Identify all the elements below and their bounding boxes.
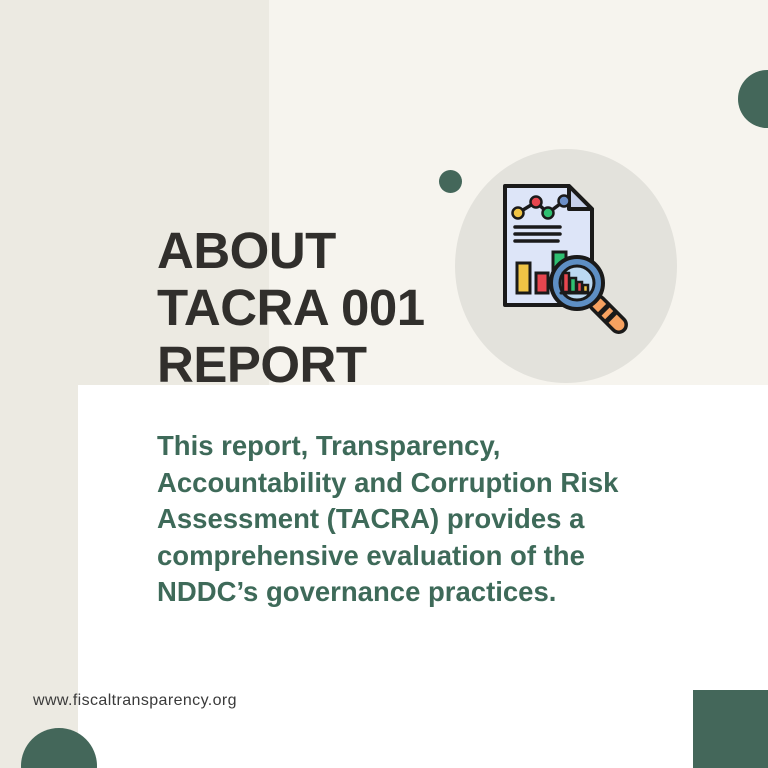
decor-circle-top-right: [738, 70, 768, 128]
body-line: Assessment (TACRA) provides a: [157, 503, 585, 534]
body-line: This report, Transparency,: [157, 430, 501, 461]
paper-bar-red: [536, 273, 548, 293]
title-line-3: REPORT: [157, 336, 367, 393]
website-url: www.fiscaltransparency.org: [33, 692, 237, 709]
line-chart-dot-red: [531, 197, 542, 208]
body-line: comprehensive evaluation of the: [157, 539, 585, 571]
line-chart-dot-green: [543, 208, 554, 219]
line-chart-dot-yellow: [513, 208, 524, 219]
paper-bar-yellow: [517, 263, 530, 293]
line-chart-dot-blue: [559, 196, 570, 207]
body-line: NDDC’s governance practices.: [157, 576, 557, 607]
body-line: Accountability and Corruption Risk: [157, 466, 619, 498]
title-line-2: TACRA 001: [157, 279, 425, 336]
body-paragraph: [157, 428, 627, 611]
decor-square-bottom-right: [693, 690, 768, 768]
title-line-1: ABOUT: [157, 222, 336, 279]
page-title: [157, 222, 497, 393]
